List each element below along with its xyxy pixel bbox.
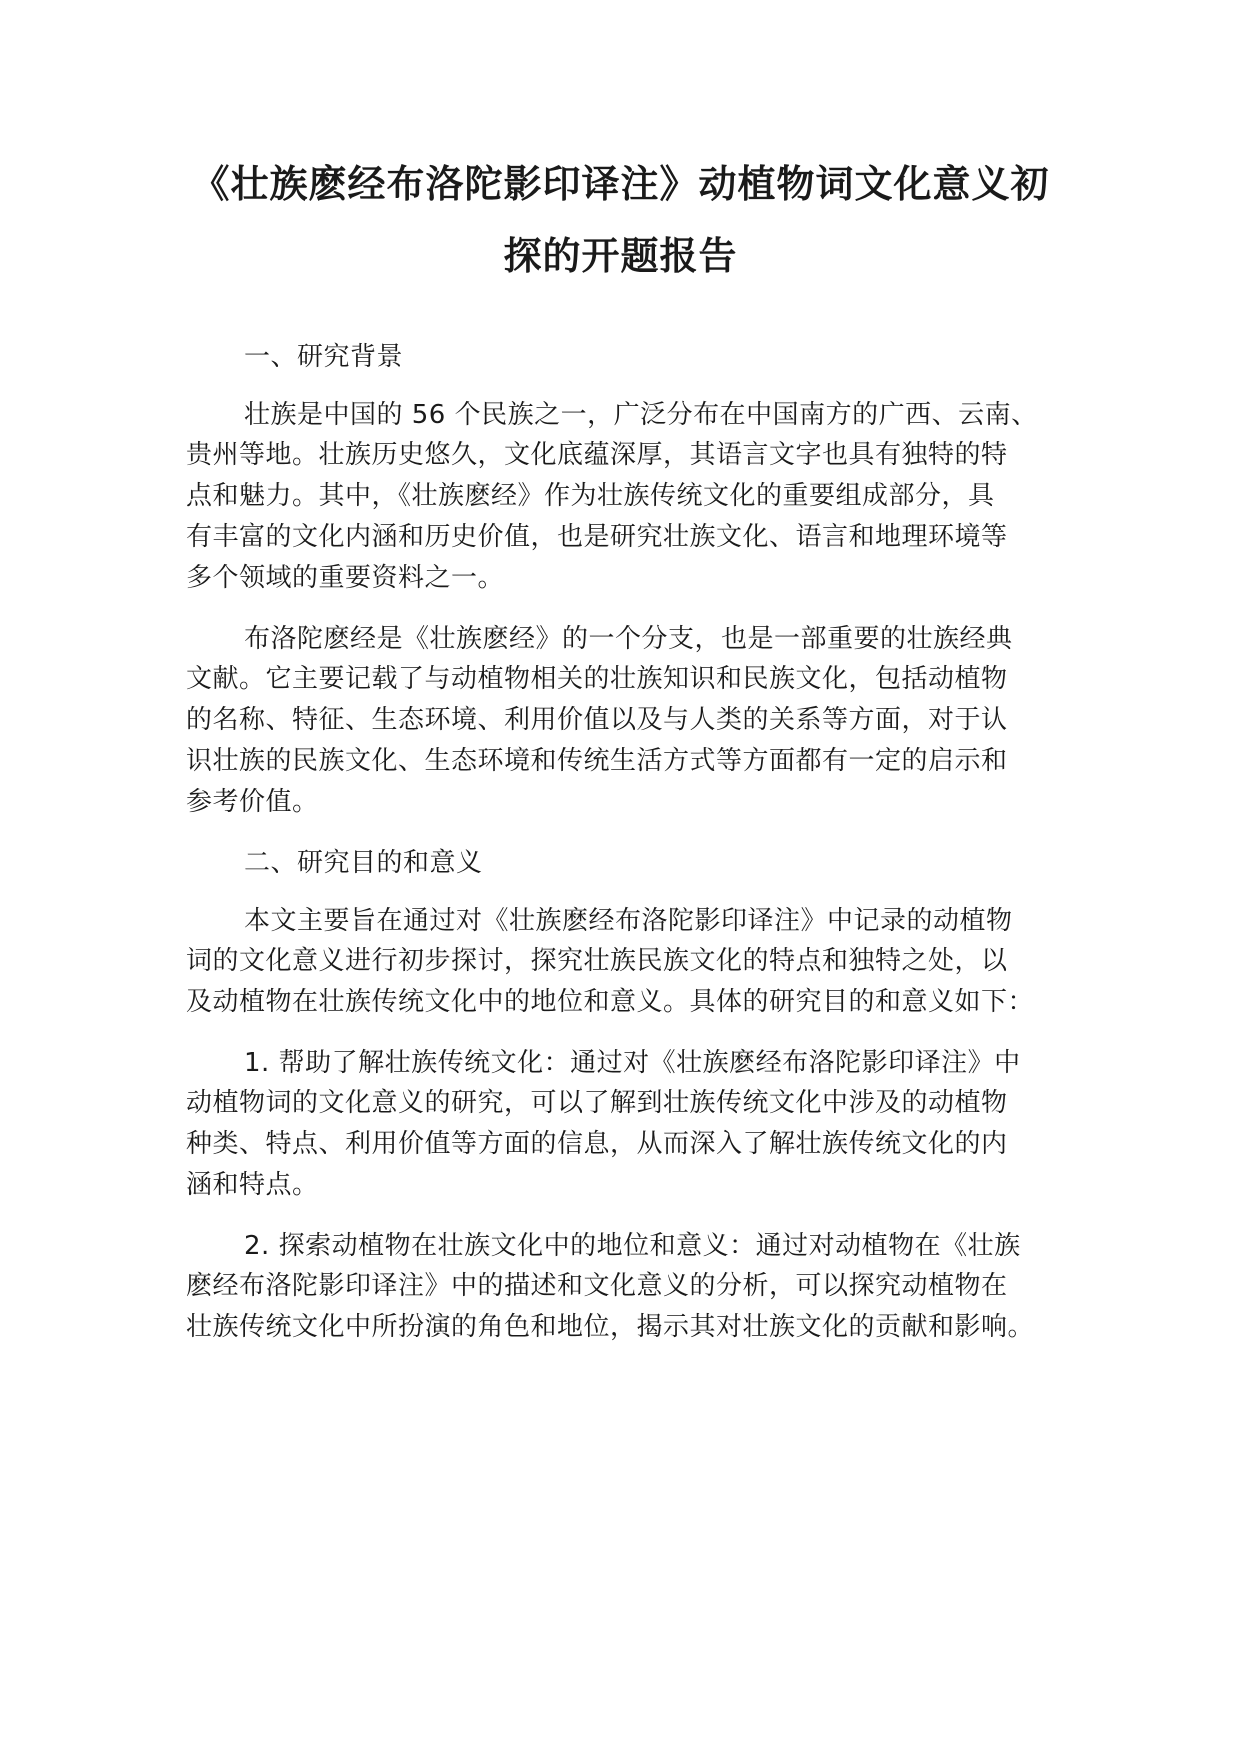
paragraph-line: 的名称、特征、生态环境、利用价值以及与人类的关系等方面，对于认 [186, 705, 1008, 735]
paragraph-line: 参考价值。 [186, 787, 319, 817]
list-item-line: 2. 探索动植物在壮族文化中的地位和意义：通过对动植物在《壮族 [244, 1231, 1021, 1261]
paragraph-line: 文献。它主要记载了与动植物相关的壮族知识和民族文化，包括动植物 [186, 664, 1008, 694]
section-heading-background: 一、研究背景 [244, 342, 404, 372]
list-item-line: 种类、特点、利用价值等方面的信息，从而深入了解壮族传统文化的内 [186, 1129, 1008, 1159]
list-item-line: 1. 帮助了解壮族传统文化：通过对《壮族麽经布洛陀影印译注》中 [244, 1048, 1021, 1078]
paragraph-line: 及动植物在壮族传统文化中的地位和意义。具体的研究目的和意义如下： [186, 987, 1035, 1017]
paragraph-line: 多个领域的重要资料之一。 [186, 563, 505, 593]
list-item-line: 麽经布洛陀影印译注》中的描述和文化意义的分析，可以探究动植物在 [186, 1271, 1008, 1301]
list-item-line: 壮族传统文化中所扮演的角色和地位，揭示其对壮族文化的贡献和影响。 [186, 1312, 1035, 1342]
document-title-line-2: 探的开题报告 [503, 234, 738, 278]
section-heading-purpose: 二、研究目的和意义 [244, 848, 483, 878]
paragraph-line: 有丰富的文化内涵和历史价值，也是研究壮族文化、语言和地理环境等 [186, 522, 1008, 552]
paragraph-line: 识壮族的民族文化、生态环境和传统生活方式等方面都有一定的启示和 [186, 746, 1008, 776]
list-item-line: 涵和特点。 [186, 1170, 319, 1200]
paragraph-line: 点和魅力。其中，《壮族麽经》作为壮族传统文化的重要组成部分，具 [186, 481, 995, 511]
paragraph-line: 壮族是中国的 56 个民族之一，广泛分布在中国南方的广西、云南、 [244, 400, 1038, 430]
document-title-line-1: 《壮族麽经布洛陀影印译注》动植物词文化意义初 [191, 162, 1050, 206]
paragraph-line: 本文主要旨在通过对《壮族麽经布洛陀影印译注》中记录的动植物 [244, 906, 1013, 936]
list-item-line: 动植物词的文化意义的研究，可以了解到壮族传统文化中涉及的动植物 [186, 1088, 1008, 1118]
paragraph-line: 布洛陀麽经是《壮族麽经》的一个分支，也是一部重要的壮族经典 [244, 624, 1013, 654]
paragraph-line: 词的文化意义进行初步探讨，探究壮族民族文化的特点和独特之处，以 [186, 946, 1008, 976]
paragraph-line: 贵州等地。壮族历史悠久，文化底蕴深厚，其语言文字也具有独特的特 [186, 440, 1008, 470]
